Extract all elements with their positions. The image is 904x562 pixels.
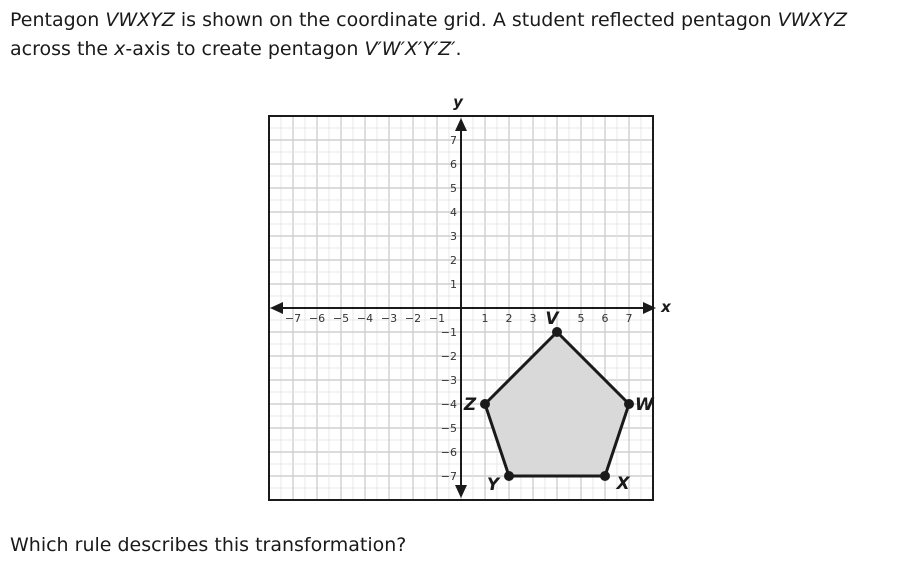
y-tick-label: −4 [440, 398, 457, 411]
x-tick-label: 5 [577, 312, 585, 325]
vertex-point-x [600, 471, 610, 481]
x-axis-arrow-left-icon [270, 302, 283, 314]
x-axis-arrow-right-icon [643, 302, 656, 314]
y-tick-label: −1 [440, 326, 457, 339]
y-tick-label: −3 [440, 374, 457, 387]
prompt-fragment: V′W′X′Y′Z′ [364, 38, 456, 60]
y-axis-name: y [453, 93, 463, 111]
prompt-fragment: VWXYZ [777, 9, 848, 31]
x-tick-label: −5 [332, 312, 350, 325]
question-text: Which rule describes this transformation? [10, 534, 407, 556]
prompt-fragment: x [114, 38, 126, 60]
y-tick-label: 4 [450, 206, 457, 219]
y-tick-label: 1 [450, 278, 457, 291]
vertex-point-z [480, 399, 490, 409]
x-tick-label: −2 [404, 312, 422, 325]
prompt-fragment: Pentagon [10, 9, 106, 31]
x-tick-label: −1 [428, 312, 446, 325]
vertex-label-y: Y [486, 475, 500, 495]
x-tick-label: 1 [481, 312, 489, 325]
vertex-point-y [504, 471, 514, 481]
x-axis-name: x [661, 298, 671, 316]
y-axis-arrow-down-icon [455, 485, 467, 498]
x-tick-label: 6 [601, 312, 609, 325]
x-tick-label: 7 [625, 312, 633, 325]
vertex-label-v: V [545, 309, 559, 329]
vertex-label-w: W [635, 395, 654, 415]
x-tick-label: −6 [308, 312, 326, 325]
y-tick-label: −6 [440, 446, 457, 459]
prompt-fragment: . [455, 38, 462, 60]
y-tick-label: −5 [440, 422, 457, 435]
y-tick-label: 3 [450, 230, 457, 243]
prompt-fragment: is shown on the coordinate grid. A student reflected pentagon [174, 9, 778, 31]
x-tick-label: −7 [284, 312, 302, 325]
x-tick-label: 3 [529, 312, 537, 325]
vertex-label-z: Z [463, 395, 477, 415]
x-tick-label: 2 [505, 312, 513, 325]
y-tick-label: −7 [440, 470, 457, 483]
y-tick-label: 7 [450, 134, 457, 147]
vertex-label-x: X [616, 474, 630, 494]
pentagon-shape [485, 332, 629, 476]
x-tick-label: −4 [356, 312, 374, 325]
y-tick-label: 5 [450, 182, 457, 195]
pentagon-layer [485, 332, 629, 476]
y-tick-label: −2 [440, 350, 457, 363]
prompt-fragment: -axis to create pentagon [125, 38, 365, 60]
y-axis-arrow-up-icon [455, 118, 467, 131]
prompt-fragment: across the [10, 38, 115, 60]
vertex-point-w [624, 399, 634, 409]
prompt-fragment: VWXYZ [105, 9, 175, 31]
y-tick-label: 6 [450, 158, 457, 171]
x-tick-label: −3 [380, 312, 398, 325]
y-tick-label: 2 [450, 254, 457, 267]
